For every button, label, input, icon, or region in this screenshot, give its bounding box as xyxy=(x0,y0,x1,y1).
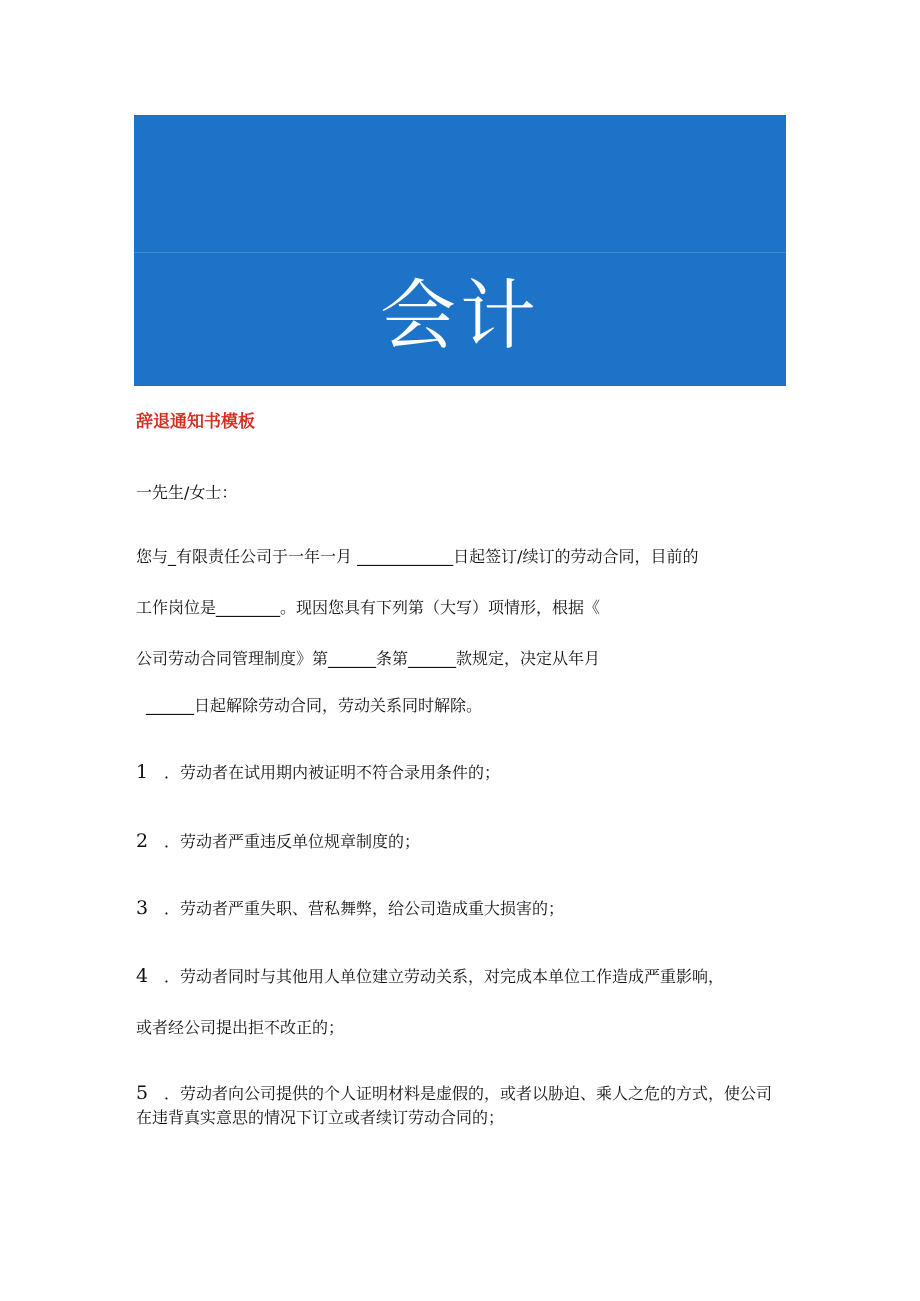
list-item-text: ．劳动者严重失职、营私舞弊，给公司造成重大损害的； xyxy=(164,899,565,918)
list-item-number: 1 xyxy=(136,761,149,783)
banner-title-line-1: 会计 xyxy=(380,271,540,360)
list-item-continuation: 或者经公司提出拒不改正的； xyxy=(136,1018,345,1037)
list-item-number: 4 xyxy=(136,965,149,987)
list-item xyxy=(136,896,564,921)
body-line-1: 您与_有限责任公司于一年一月 ____________日起签订/续订的劳动合同，目前的 xyxy=(136,547,699,566)
list-item-text: ．劳动者同时与其他用人单位建立劳动关系，对完成本单位工作造成严重影响， xyxy=(164,967,725,986)
list-item xyxy=(136,964,724,989)
document-title: 辞退通知书模板 xyxy=(136,412,255,432)
list-item-number: 5 xyxy=(136,1082,149,1104)
list-item-text: ．劳动者在试用期内被证明不符合录用条件的； xyxy=(164,763,501,782)
body-line-3: 公司劳动合同管理制度》第______条第______款规定，决定从年月 xyxy=(136,649,601,668)
body-line-4: ______日起解除劳动合同，劳动关系同时解除。 xyxy=(146,696,483,715)
list-item-text: ．劳动者严重违反单位规章制度的； xyxy=(164,832,421,851)
list-item xyxy=(136,829,420,854)
list-item-text: ．劳动者向公司提供的个人证明材料是虚假的，或者以胁迫、乘人之危的方式，使公司在违背真实意思的情况下订立或者续订劳动合同的； xyxy=(136,1084,773,1127)
list-item-number: 3 xyxy=(136,897,149,919)
list-item-number: 2 xyxy=(136,830,149,852)
banner-divider xyxy=(134,252,786,253)
banner-title-line-2: 实务 xyxy=(380,387,540,476)
list-item xyxy=(136,1081,784,1130)
list-item xyxy=(136,760,500,785)
salutation: 一先生/女士： xyxy=(136,483,238,502)
body-line-2: 工作岗位是________。现因您具有下列第（大写）项情形，根据《 xyxy=(136,598,601,617)
